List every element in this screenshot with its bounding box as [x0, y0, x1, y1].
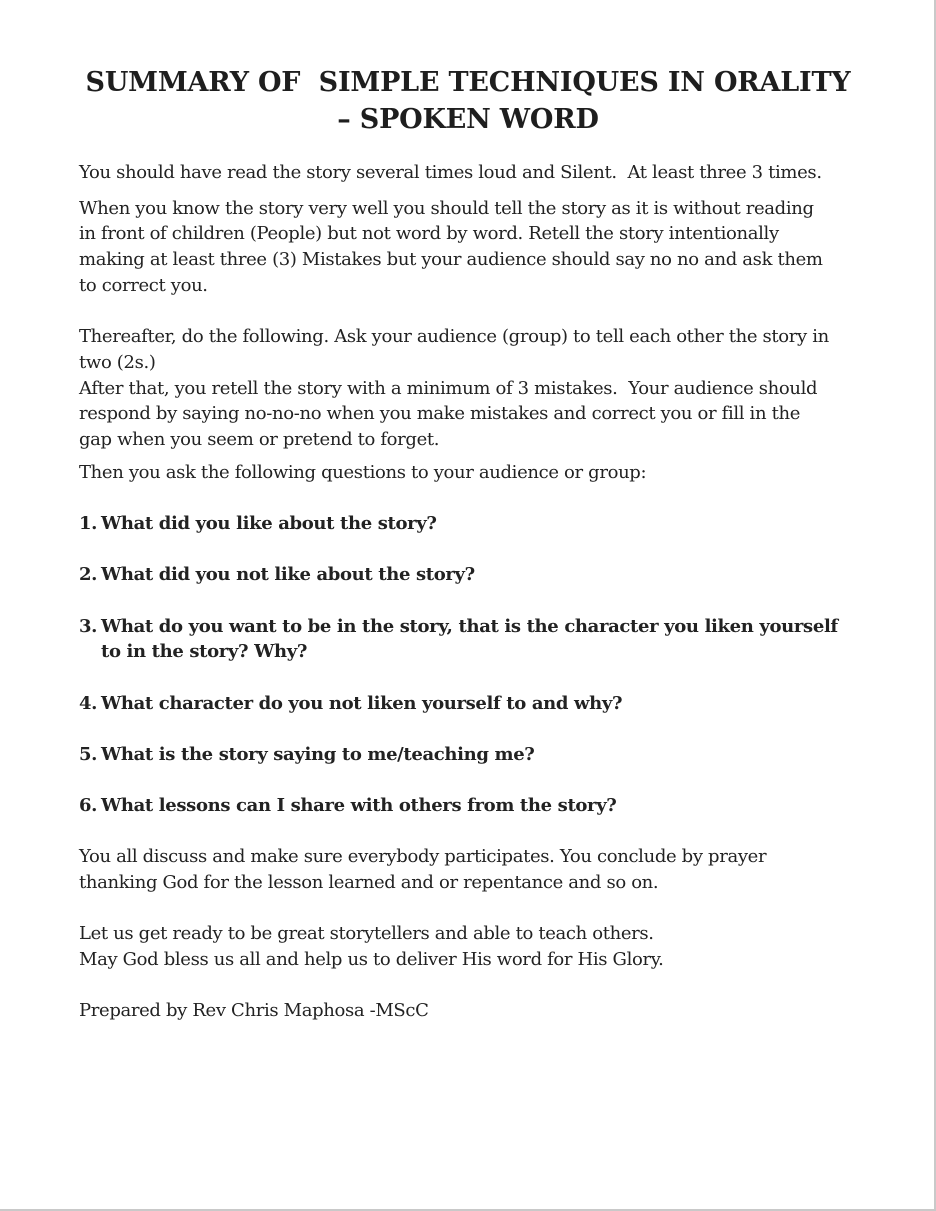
paragraph-thereafter-line-2: two (2s.) [79, 351, 156, 373]
question-number: 4. [79, 692, 98, 714]
question-text: What character do you not liken yourself to and why? [101, 692, 623, 714]
question-text-line-1: What do you want to be in the story, that is the character you liken yourself [101, 615, 838, 637]
document-title [0, 64, 936, 138]
question-item [79, 691, 869, 717]
question-number: 2. [79, 564, 98, 586]
question-number: 3. [79, 615, 98, 637]
paragraph-tell-story-line-4: to correct you. [79, 274, 208, 296]
paragraph-tell-story-line-1: When you know the story very well you should tell the story as it is without reading [79, 197, 814, 219]
paragraph-read-story: You should have read the story several times loud and Silent. At least three 3 times. [79, 162, 822, 183]
question-number: 6. [79, 795, 98, 817]
title-line-1: SUMMARY OF SIMPLE TECHNIQUES IN ORALITY [85, 67, 851, 98]
question-item [79, 511, 869, 537]
question-item [79, 562, 869, 588]
paragraph-tell-story-line-3: making at least three (3) Mistakes but your audience should say no no and ask them [79, 249, 823, 271]
question-item [79, 793, 869, 819]
paragraph-thereafter-line-1: Thereafter, do the following. Ask your audience (group) to tell each other the story in [79, 326, 829, 348]
question-text: What lessons can I share with others from the story? [101, 795, 617, 817]
document-body [79, 160, 869, 1024]
paragraph-thereafter-line-4: respond by saying no-no-no when you make mistakes and correct you or fill in the [79, 403, 800, 425]
title-line-2: – SPOKEN WORD [337, 104, 599, 135]
paragraph-tell-story-line-2: in front of children (People) but not word by word. Retell the story intentionally [79, 223, 779, 245]
question-text-line-2: to in the story? Why? [101, 641, 308, 663]
author-signature: Prepared by Rev Chris Maphosa -MScC [79, 1000, 429, 1022]
paragraph-closing-line-1: Let us get ready to be great storytellers and able to teach others. [79, 923, 654, 945]
question-text: What did you not like about the story? [101, 564, 475, 586]
paragraph-questions-intro: Then you ask the following questions to your audience or group: [79, 461, 647, 483]
paragraph-thereafter-line-5: gap when you seem or pretend to forget. [79, 428, 440, 450]
question-text [101, 614, 869, 665]
question-item [79, 614, 869, 665]
paragraph-closing-line-2: May God bless us all and help us to deliver His word for His Glory. [79, 949, 664, 971]
question-number: 5. [79, 743, 98, 765]
paragraph-thereafter-line-3: After that, you retell the story with a minimum of 3 mistakes. Your audience should [79, 377, 818, 399]
question-item [79, 742, 869, 768]
paragraph-discuss-line-2: thanking God for the lesson learned and or repentance and so on. [79, 872, 659, 894]
paragraph-discuss-line-1: You all discuss and make sure everybody participates. You conclude by prayer [79, 846, 767, 868]
question-number: 1. [79, 512, 98, 534]
question-text: What is the story saying to me/teaching me? [101, 743, 535, 765]
question-text: What did you like about the story? [101, 512, 437, 534]
